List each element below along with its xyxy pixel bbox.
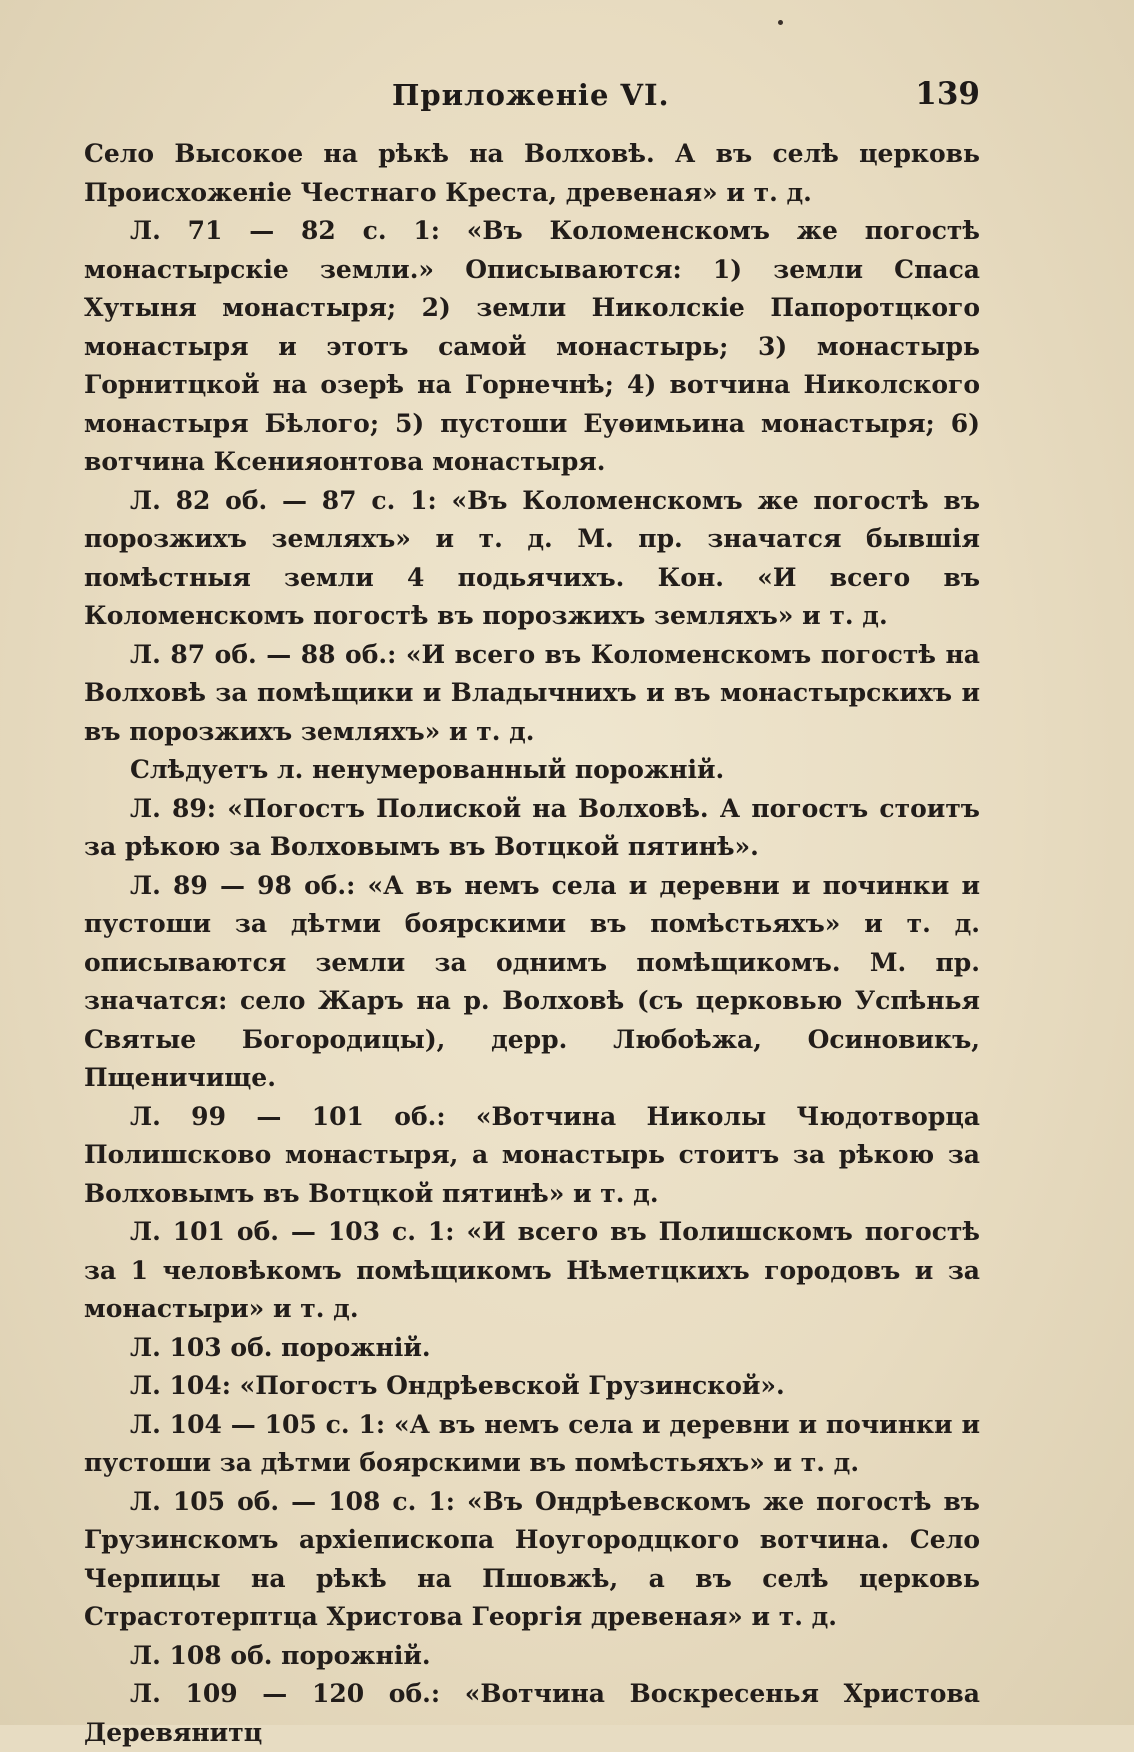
header-title: Приложеніе VI.	[392, 78, 670, 112]
running-header	[84, 78, 980, 128]
paragraph-15: Л. 109 — 120 об.: «Вотчина Воскресенья Христова Деревянитц	[84, 1679, 980, 1747]
paragraph-7: Л. 89 — 98 об.: «А въ немъ села и деревни и починки и пустоши за дѣтми боярскими въ помѣстьяхъ» и т. д. описываются земли за однимъ помѣщикомъ. М. пр. значатся: село Жаръ на р. Волховѣ (съ церковью Успѣнья Святые Богородицы), дерр. Любоѣжа, Осиновикъ, Пщеничище.	[84, 870, 980, 1092]
paragraph-10: Л. 103 об. порожній.	[130, 1332, 431, 1362]
paragraph-2: Л. 71 — 82 с. 1: «Въ Коломенскомъ же погостѣ монастырскіе земли.» Описываются: 1) земли Спаса Хутыня монастыря; 2) земли Николскіе Папоротцкого монастыря и этотъ самой монастырь; 3) монастырь Горнитцкой на озерѣ на Горнечнѣ; 4) вотчина Николского монастыря Бѣлого; 5) пустоши Еуѳимьина монастыря; 6) вотчина Ксенияонтова монастыря.	[84, 216, 980, 476]
paragraph-9: Л. 101 об. — 103 с. 1: «И всего въ Полишскомъ погостѣ за 1 человѣкомъ помѣщикомъ Нѣметцкихъ городовъ и за монастыри» и т. д.	[84, 1217, 980, 1323]
paragraph-4: Л. 87 об. — 88 об.: «И всего въ Коломенскомъ погостѣ на Волховѣ за помѣщики и Владычнихъ и въ монастырскихъ и въ порозжихъ земляхъ» и т. д.	[84, 639, 980, 746]
paragraph-6: Л. 89: «Погостъ Полиской на Волховѣ. А погостъ стоитъ за рѣкою за Волховымъ въ Вотцкой пятинѣ».	[84, 793, 980, 861]
paragraph-1: Село Высокое на рѣкѣ на Волховѣ. А въ селѣ церковь Происхоженіе Честнаго Креста, древеная» и т. д.	[84, 139, 980, 207]
paragraph-8: Л. 99 — 101 об.: «Вотчина Николы Чюдотворца Полишсково монастыря, а монастырь стоитъ за рѣкою за Волховымъ въ Вотцкой пятинѣ» и т. д.	[84, 1101, 980, 1208]
paragraph-14: Л. 108 об. порожній.	[130, 1640, 431, 1670]
paragraph-3: Л. 82 об. — 87 с. 1: «Въ Коломенскомъ же погостѣ въ порозжихъ земляхъ» и т. д. М. пр. значатся бывшія помѣстныя земли 4 подьячихъ. Кон. «И всего въ Коломенскомъ погостѣ въ порозжихъ земляхъ» и т. д.	[84, 485, 980, 630]
printer-dot	[778, 20, 783, 25]
paragraph-12: Л. 104 — 105 с. 1: «А въ немъ села и деревни и починки и пустоши за дѣтми боярскими въ помѣстьяхъ» и т. д.	[84, 1409, 980, 1477]
page-number: 139	[915, 76, 980, 112]
paragraph-11: Л. 104: «Погостъ Ондрѣевской Грузинской».	[130, 1371, 785, 1400]
body-text	[84, 135, 980, 1752]
paragraph-5: Слѣдуетъ л. ненумерованный порожній.	[130, 755, 725, 784]
paragraph-13: Л. 105 об. — 108 с. 1: «Въ Ондрѣевскомъ же погостѣ въ Грузинскомъ архіепископа Ноугородцкого вотчина. Село Черпицы на рѣкѣ на Пшовжѣ, а въ селѣ церковь Страстотерптца Христова Георгія древеная» и т. д.	[84, 1486, 980, 1631]
